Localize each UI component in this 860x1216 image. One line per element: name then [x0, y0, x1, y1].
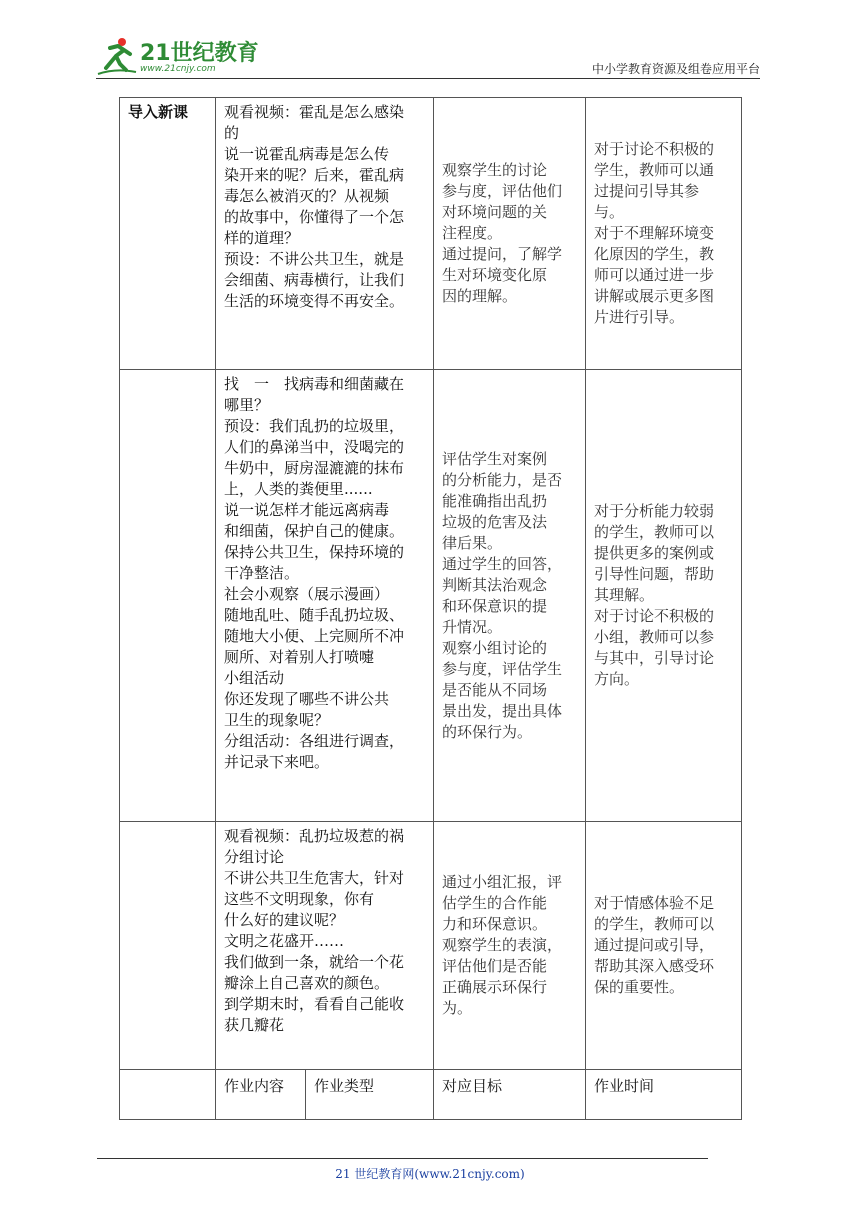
page-footer: 21 世纪教育网(www.21cnjy.com) [335, 1167, 525, 1181]
differentiation-cell: 对于情感体验不足 的学生，教师可以 通过提问或引导， 帮助其深入感受环 保的重要性。 [586, 822, 742, 1070]
table-row [120, 98, 742, 370]
homework-type-header: 作业类型 [306, 1070, 434, 1120]
logo [96, 34, 266, 78]
homework-content-header: 作业内容 [216, 1070, 306, 1120]
platform-name: 中小学教育资源及组卷应用平台 [591, 62, 760, 76]
evaluation-cell: 评估学生对案例 的分析能力，是否 能准确指出乱扔 垃圾的危害及法 律后果。 通过学生的回答， 判断其法治观念 和环保意识的提 升情况。 观察小组讨论的 参与度，评估学生 是否能从不同场 景出发，提出具体 的环保行为。 [434, 370, 586, 822]
table-row [120, 822, 742, 1070]
logo-text: 21世纪教育 [140, 41, 259, 66]
header-divider [96, 78, 760, 79]
differentiation-cell: 对于分析能力较弱 的学生，教师可以 提供更多的案例或 引导性问题，帮助 其理解。 对于讨论不积极的 小组，教师可以参 与其中，引导讨论 方向。 [586, 370, 742, 822]
evaluation-cell: 观察学生的讨论 参与度，评估他们 对环境问题的关 注程度。 通过提问，了解学 生对环境变化原 因的理解。 [434, 98, 586, 370]
homework-time-header: 作业时间 [586, 1070, 742, 1120]
runner-logo-icon [96, 34, 140, 78]
homework-header-row [120, 1070, 742, 1120]
activity-content: 观看视频：乱扔垃圾惹的祸 分组讨论 不讲公共卫生危害大，针对 这些不文明现象，你有 什么好的建议呢？ 文明之花盛开…… 我们做到一条，就给一个花 瓣涂上自己喜欢的颜色。 到学期末时，看看自己能收 获几瓣花 [216, 822, 434, 1070]
section-label: 导入新课 [120, 98, 216, 370]
activity-content: 观看视频：霍乱是怎么感染 的 说一说霍乱病毒是怎么传 染开来的呢？后来，霍乱病 毒怎么被消灭的？从视频 的故事中，你懂得了一个怎 样的道理？ 预设：不讲公共卫生，就是 会细菌、病毒横行，让我们 生活的环境变得不再安全。 [216, 98, 434, 370]
section-label [120, 822, 216, 1070]
page-header [96, 30, 760, 82]
section-label [120, 370, 216, 822]
activity-content: 找 一 找病毒和细菌藏在 哪里？ 预设：我们乱扔的垃圾里， 人们的鼻涕当中，没喝完的 牛奶中，厨房湿漉漉的抹布 上，人类的粪便里...... 说一说怎样才能远离病毒 和细菌，保护自己的健康。 保持公共卫生，保持环境的 干净整洁。 社会小观察（展示漫画） 随地乱吐、随手乱扔垃圾、 随地大小便、上完厕所不冲 厕所、对着别人打喷嚏 小组活动 你还发现了哪些不讲公共 卫生的现象呢？ 分组活动：各组进行调查， 并记录下来吧。 [216, 370, 434, 822]
homework-target-header: 对应目标 [434, 1070, 586, 1120]
evaluation-cell: 通过小组汇报，评 估学生的合作能 力和环保意识。 观察学生的表演， 评估他们是否能 正确展示环保行 为。 [434, 822, 586, 1070]
footer-divider [97, 1158, 708, 1159]
differentiation-cell: 对于讨论不积极的 学生，教师可以通 过提问引导其参 与。 对于不理解环境变 化原因的学生，教 师可以通过进一步 讲解或展示更多图 片进行引导。 [586, 98, 742, 370]
lesson-plan-table [119, 97, 742, 1120]
homework-blank-cell [120, 1070, 216, 1120]
table-row [120, 370, 742, 822]
logo-url: www.21cnjy.com [140, 64, 216, 74]
